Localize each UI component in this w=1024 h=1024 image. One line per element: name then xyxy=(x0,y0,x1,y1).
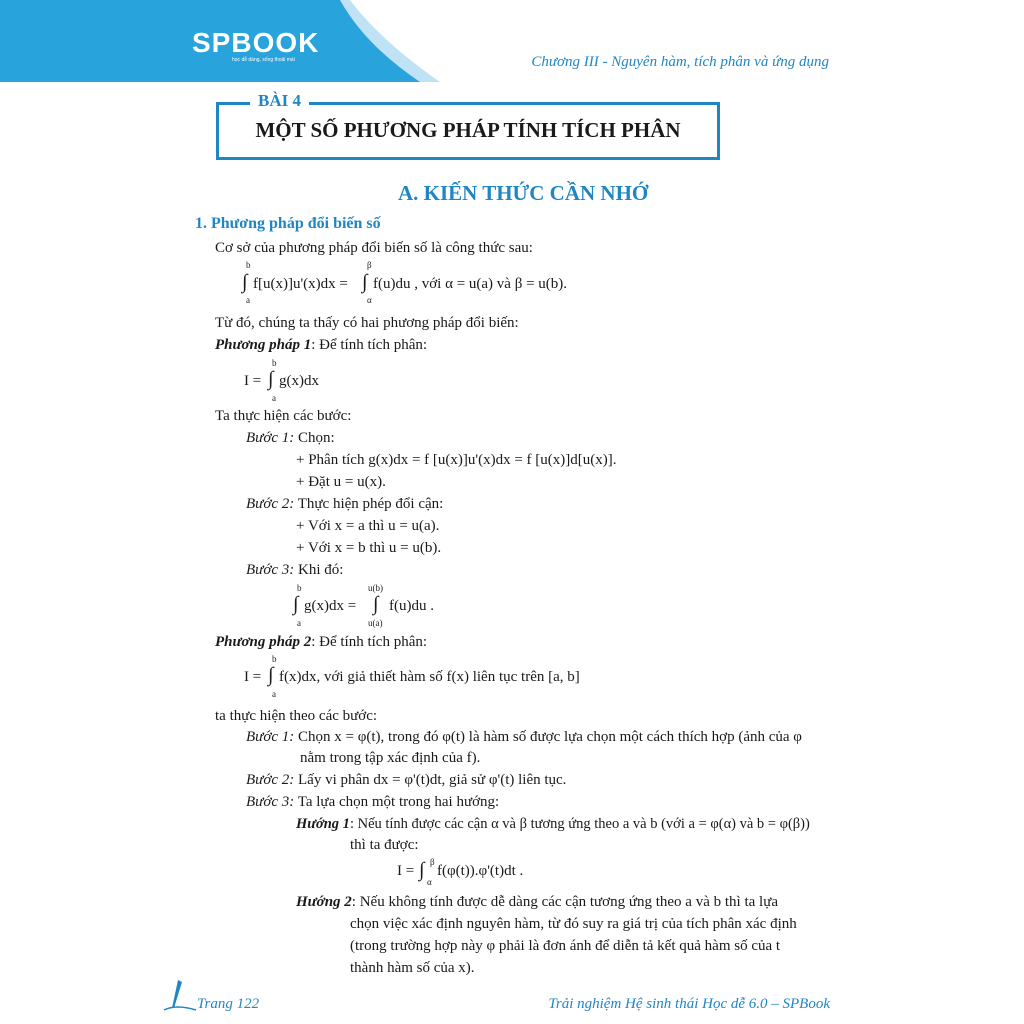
stepb-2 xyxy=(246,770,566,790)
subsection-title: 1. Phương pháp đổi biến số xyxy=(195,215,381,232)
formula-right: f(u)du , với α = u(a) và β = u(b). xyxy=(373,276,568,292)
formula-left: I = xyxy=(397,863,415,879)
lower-limit: a xyxy=(272,393,276,403)
from-that-text: Từ đó, chúng ta thấy có hai phương pháp đổi biến: xyxy=(215,315,519,331)
formula-right: f(u)du . xyxy=(389,598,434,614)
step-1-item-b: + Đặt u = u(x). xyxy=(296,474,386,490)
integral-sign: ∫ xyxy=(293,593,299,615)
footer-series: Trải nghiệm Hệ sinh thái Học dễ 6.0 – SPBook xyxy=(548,996,830,1012)
stepb-1 xyxy=(246,727,802,747)
stepb-1-cont: nằm trong tập xác định của f). xyxy=(300,750,481,766)
direction-2-text: : Nếu không tính được dễ dàng các cận tương ứng theo a và b thì ta lựa xyxy=(351,894,778,910)
lower-limit: α xyxy=(367,295,372,305)
step-1-text: Chọn: xyxy=(294,430,335,446)
brand-logo: SPBOOK xyxy=(192,27,320,58)
formula-left: I = xyxy=(244,669,262,685)
upper-limit: b xyxy=(246,260,251,270)
page-number: Trang 122 xyxy=(197,996,260,1012)
direction-1-label: Hướng 1 xyxy=(296,816,350,832)
lower-limit: a xyxy=(272,689,276,699)
stepb-3-label: Bước 3: xyxy=(246,794,295,810)
formula-method-2 xyxy=(244,654,624,700)
formula-left: g(x)dx = xyxy=(304,598,357,614)
formula-right: g(x)dx xyxy=(279,373,319,389)
direction-1 xyxy=(296,814,810,834)
step-1 xyxy=(246,428,335,448)
integral-sign: ∫ xyxy=(268,368,274,390)
formula-right: f(x)dx, với giả thiết hàm số f(x) liên tục trên [a, b] xyxy=(279,669,580,685)
lower-limit: a xyxy=(297,618,301,628)
direction-1-text: : Nếu tính được các cận α và β tương ứng theo a và b (với a = φ(α) và b = φ(β)) xyxy=(349,816,810,832)
step-2-text: Thực hiện phép đổi cận: xyxy=(294,496,444,512)
integral-sign: ∫ xyxy=(242,271,248,293)
direction-2-line-2: chọn việc xác định nguyên hàm, từ đó suy ra giá trị của tích phân xác định xyxy=(350,916,797,932)
formula-method-1 xyxy=(244,358,384,404)
stepb-1-text: Chọn x = φ(t), trong đó φ(t) là hàm số được lựa chọn một cách thích hợp (ảnh của φ xyxy=(294,729,802,745)
step-2-label: Bước 2: xyxy=(246,496,295,512)
formula-step-3 xyxy=(292,582,462,628)
upper-limit: u(b) xyxy=(368,583,383,593)
lower-limit: a xyxy=(246,295,250,305)
method-2 xyxy=(215,632,427,652)
stepb-3-text: Ta lựa chọn một trong hai hướng: xyxy=(294,794,500,810)
lesson-title: MỘT SỐ PHƯƠNG PHÁP TÍNH TÍCH PHÂN xyxy=(255,118,681,142)
method-2-text: : Để tính tích phân: xyxy=(311,634,428,650)
formula-direction-1 xyxy=(397,855,567,889)
upper-limit: β xyxy=(367,260,372,270)
pen-icon xyxy=(160,978,200,1019)
integral-sign: ∫ xyxy=(362,271,368,293)
stepb-2-label: Bước 2: xyxy=(246,772,295,788)
lower-limit: u(a) xyxy=(368,618,383,628)
section-title: A. KIẾN THỨC CẦN NHỚ xyxy=(398,181,649,205)
brand-tagline: học dễ dàng, sống thoải mái xyxy=(232,57,295,63)
upper-limit: β xyxy=(430,857,435,867)
intro-text: Cơ sở của phương pháp đổi biến số là công thức sau: xyxy=(215,240,533,256)
upper-limit: b xyxy=(272,654,277,664)
integral-sign: ∫ xyxy=(419,859,425,881)
method-2-label: Phương pháp 2 xyxy=(215,634,312,650)
step-1-item-a: + Phân tích g(x)dx = f [u(x)]u'(x)dx = f [u(x)]d[u(x)]. xyxy=(296,452,617,468)
step-3 xyxy=(246,560,343,580)
step-3-label: Bước 3: xyxy=(246,562,295,578)
step-3-text: Khi đó: xyxy=(294,562,344,578)
step-1-label: Bước 1: xyxy=(246,430,295,446)
method-1 xyxy=(215,335,427,355)
upper-limit: b xyxy=(272,358,277,368)
step-2-item-b: + Với x = b thì u = u(b). xyxy=(296,540,442,556)
direction-1-cont: thì ta được: xyxy=(350,837,419,853)
formula-substitution xyxy=(240,258,600,306)
step-2 xyxy=(246,494,443,514)
lower-limit: α xyxy=(427,877,432,887)
stepb-2-text: Lấy vi phân dx = φ'(t)dt, giả sử φ'(t) liên tục. xyxy=(294,772,567,788)
formula-left: f[u(x)]u'(x)dx = xyxy=(253,276,348,292)
direction-2-line-4: thành hàm số của x). xyxy=(350,960,475,976)
steps2-intro: ta thực hiện theo các bước: xyxy=(215,708,378,724)
chapter-title: Chương III - Nguyên hàm, tích phân và ứng dụng xyxy=(531,54,829,70)
direction-2-label: Hướng 2 xyxy=(296,894,352,910)
steps-intro: Ta thực hiện các bước: xyxy=(215,408,352,424)
direction-2 xyxy=(296,892,778,912)
method-1-label: Phương pháp 1 xyxy=(215,337,312,353)
step-2-item-a: + Với x = a thì u = u(a). xyxy=(296,518,440,534)
lesson-label: BÀI 4 xyxy=(250,91,309,111)
stepb-3 xyxy=(246,792,499,812)
stepb-1-label: Bước 1: xyxy=(246,729,295,745)
integral-sign: ∫ xyxy=(373,593,379,615)
upper-limit: b xyxy=(297,583,302,593)
formula-left: I = xyxy=(244,373,262,389)
direction-2-line-3: (trong trường hợp này φ phải là đơn ánh để diễn tả kết quả hàm số của t xyxy=(350,938,781,954)
integral-sign: ∫ xyxy=(268,664,274,686)
method-1-text: : Để tính tích phân: xyxy=(311,337,428,353)
formula-right: f(φ(t)).φ'(t)dt . xyxy=(437,863,524,879)
